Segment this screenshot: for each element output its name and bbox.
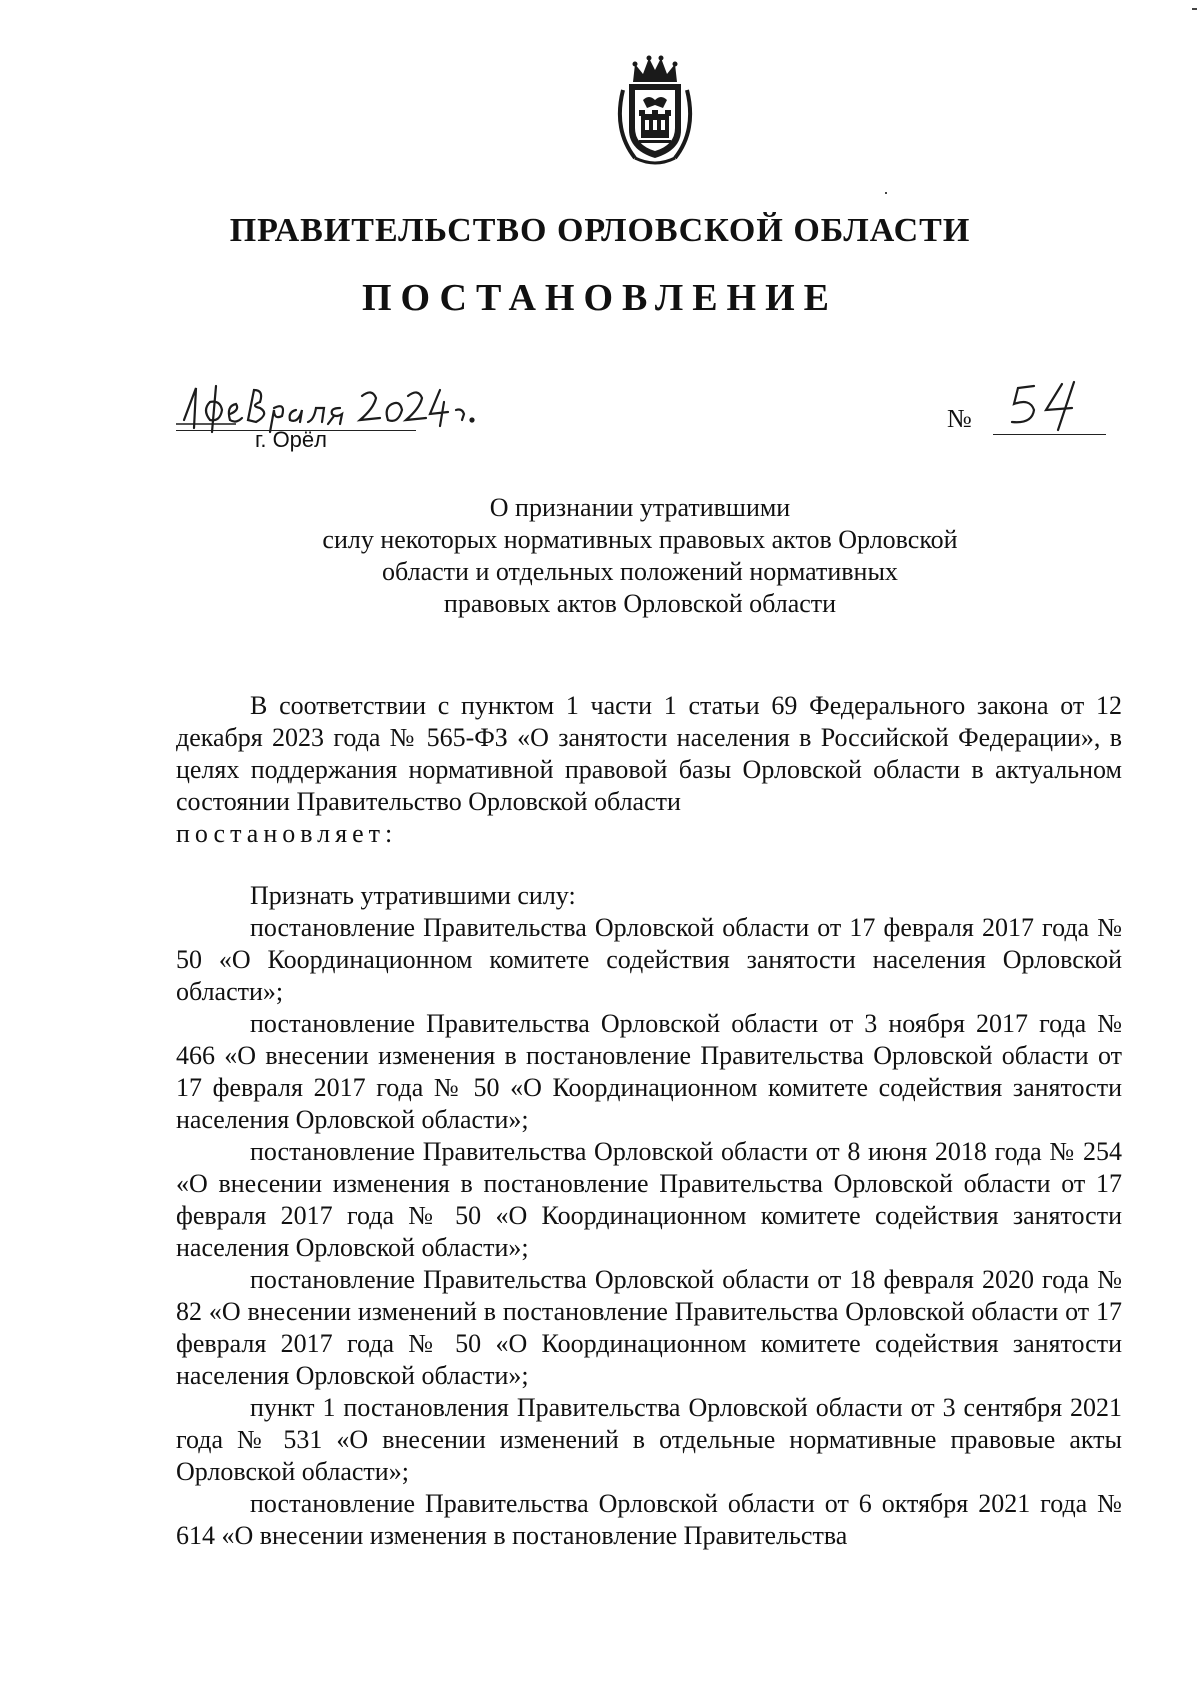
handwritten-date <box>176 380 506 434</box>
list-item: постановление Правительства Орловской области от 3 ноября 2017 года № 466 «О внесении изменения в постановление Правительства Орловской области от 17 февраля 2017 года № 50 «О Координационном комитете содействия занятости населения Орловской области»; <box>176 1009 1122 1134</box>
list-item: постановление Правительства Орловской области от 18 февраля 2020 года № 82 «О внесении изменений в постановление Правительства Орловской области от 17 февраля 2017 года № 50 «О Координационном комитете содействия занятости населения Орловской области»; <box>176 1265 1122 1390</box>
list-item: пункт 1 постановления Правительства Орловской области от 3 сентября 2021 года № 531 «О внесении изменений в отдельные нормативные правовые акты Орловской области»; <box>176 1393 1122 1486</box>
number-underline <box>993 434 1106 435</box>
decree-word-text: постановляет: <box>176 819 398 848</box>
organization-name: ПРАВИТЕЛЬСТВО ОРЛОВСКОЙ ОБЛАСТИ <box>229 212 971 249</box>
resolution-body <box>176 690 1122 1552</box>
subject-line: О признании утратившими <box>489 493 791 522</box>
scan-speck <box>1192 8 1197 10</box>
subject-line: силу некоторых нормативных правовых актов Орловской <box>322 525 958 554</box>
resolution-subject <box>280 492 1000 620</box>
coat-of-arms-icon <box>605 50 705 170</box>
scan-speck <box>885 192 887 194</box>
handwritten-number <box>1000 378 1100 434</box>
subject-line: области и отдельных положений нормативных <box>382 557 898 586</box>
subject-line: правовых актов Орловской области <box>443 589 837 618</box>
number-label: № <box>947 404 972 433</box>
city-label: г. Орёл <box>255 427 327 452</box>
preamble-paragraph: В соответствии с пунктом 1 части 1 статьи 69 Федерального закона от 12 декабря 2023 года № 565-ФЗ «О занятости населения в Российской Федерации», в целях поддержания нормативной правовой базы Орловской области в актуальном состоянии Правительство Орловской области <box>176 691 1122 816</box>
list-item: постановление Правительства Орловской области от 6 октября 2021 года № 614 «О внесении изменения в постановление Правительства <box>176 1489 1122 1550</box>
list-item: постановление Правительства Орловской области от 8 июня 2018 года № 254 «О внесении изменения в постановление Правительства Орловской области от 17 февраля 2017 года № 50 «О Координационном комитете содействия занятости населения Орловской области»; <box>176 1137 1122 1262</box>
document-type: ПОСТАНОВЛЕНИЕ <box>361 277 839 319</box>
intro-paragraph: Признать утратившими силу: <box>250 881 576 910</box>
list-item: постановление Правительства Орловской области от 17 февраля 2017 года № 50 «О Координационном комитете содействия занятости населения Орловской области»; <box>176 913 1122 1006</box>
decree-word <box>176 818 1122 850</box>
